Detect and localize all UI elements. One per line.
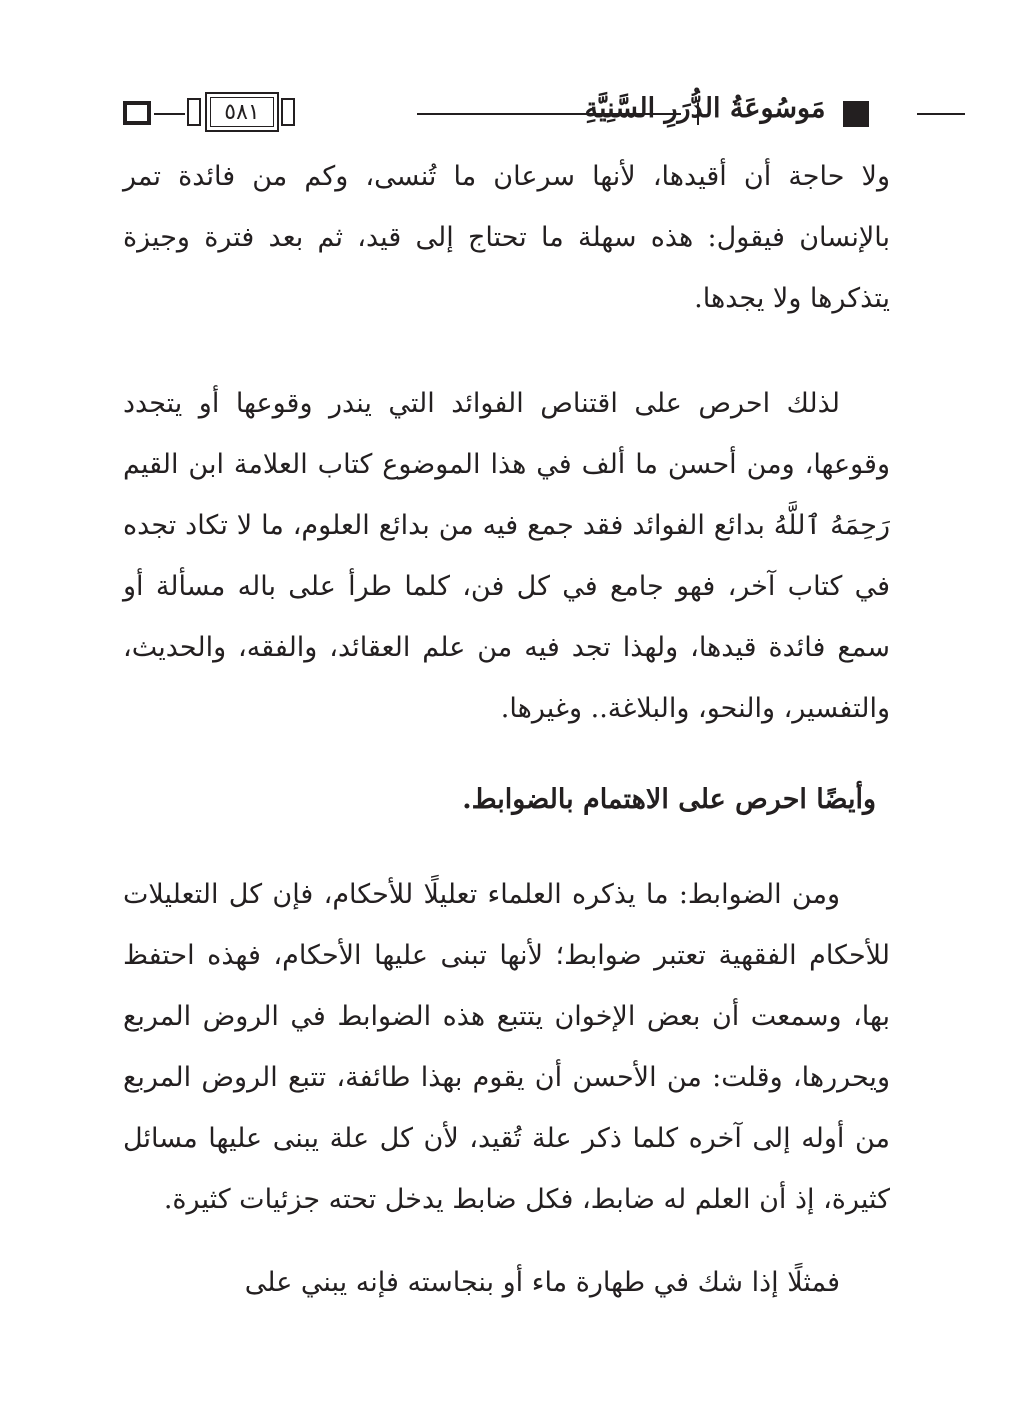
paragraph-1: ولا حاجة أن أقيدها، لأنها سرعان ما تُنسى، وكم من فائدة تمر بالإنسان فيقول: هذه سهلة ما تحتاج إلى قيد، ثم بعد فترة وجيزة يتذكرها ولا يجدها. <box>123 161 890 314</box>
ornament-square-filled <box>843 101 869 127</box>
ornament-square-outline <box>123 101 151 125</box>
journal-title: مَوسُوعَةُ الدُّرَرِ السَّنِيَّةِ <box>584 93 826 124</box>
header-rule <box>917 113 965 115</box>
paragraph-3: ومن الضوابط: ما يذكره العلماء تعليلًا للأحكام، فإن كل التعليلات للأحكام الفقهية تعتبر ضوابط؛ لأنها تبنى عليها الأحكام، فهذه احتفظ بها، وسمعت أن بعض الإخوان يتتبع هذه الضوابط في الروض المربع ويحررها، وقلت: من الأحسن أن يقوم بهذا طائفة، تتبع الروض المربع من أوله إلى آخره كلما ذكر علة تُقيد، لأن كل علة يبنى عليها مسائل كثيرة، إذ أن العلم له ضابط، فكل ضابط يدخل تحته جزئيات كثيرة. <box>123 879 890 1215</box>
paragraph-2: لذلك احرص على اقتناص الفوائد التي يندر وقوعها أو يتجدد وقوعها، ومن أحسن ما ألف في هذا الموضوع كتاب العلامة ابن القيم رَحِمَهُ ٱللَّهُ بدائع الفوائد فقد جمع فيه من بدائع العلوم، ما لا تكاد تجده في كتاب آخر، فهو جامع في كل فن، كلما طرأ على باله مسألة أو سمع فائدة قيدها، ولهذا تجد فيه من علم العقائد، والفقه، والحديث، والتفسير، والنحو، والبلاغة.. وغيرها. <box>123 388 890 724</box>
paragraph-4: فمثلًا إذا شك في طهارة ماء أو بنجاسته فإنه يبني على <box>244 1267 840 1298</box>
page-body <box>123 146 890 1313</box>
page-number: ٥٨١ <box>210 97 274 127</box>
page-number-frame <box>205 92 279 132</box>
page-header <box>121 86 893 136</box>
ornament-knot <box>281 98 295 126</box>
section-heading: وأيضًا احرص على الاهتمام بالضوابط. <box>462 784 876 815</box>
ornament-knot <box>187 98 201 126</box>
header-rule <box>154 113 185 115</box>
